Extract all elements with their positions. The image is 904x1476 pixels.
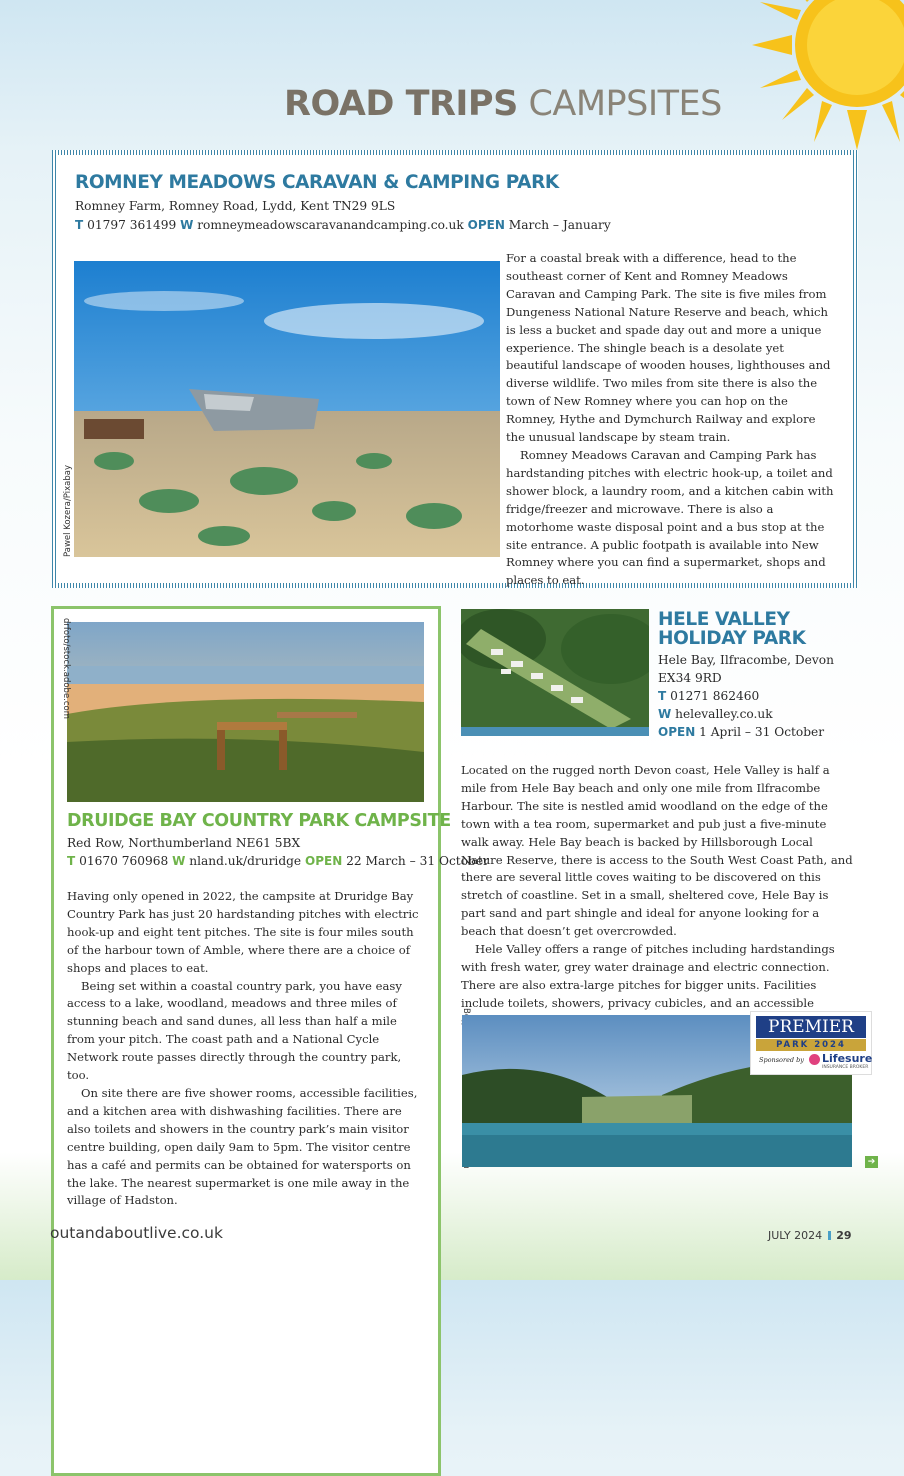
romney-paragraph: For a coastal break with a difference, head to the southeast corner of Kent and Romney Meadows Caravan and Camping Park. The site is five miles from Dungeness National Nature Reserve and beach, which is less a bucket and spade day out and more a unique experience. The shingle beach is a desolate yet beautiful landscape of wooden houses, lighthouses and diverse wildlife. Two miles from site there is also the town of New Romney where you can hop on the Romney, Hythe and Dymchurch Railway and explore the unusual landscape by steam train.	[506, 251, 831, 445]
romney-photo-credit: Pawel Kozera/Pixabay	[63, 465, 73, 557]
footer-site[interactable]: outandaboutlive.co.uk	[50, 1224, 223, 1242]
romney-phone: 01797 361499	[87, 218, 177, 232]
druridge-contact: T 01670 760968 W nland.uk/druridge OPEN 22 March – 31 October	[67, 854, 489, 868]
druridge-paragraph: On site there are five shower rooms, accessible facilities, and a kitchen area with dishwashing facilities. There are also toilets and showers in the country park’s main visitor centre building, open daily 9am to 5pm. The visitor centre has a café and permits can be obtained for watersports on the lake. The nearest supermarket is one mile away in the village of Hadston.	[67, 1085, 418, 1208]
hele-body	[461, 762, 853, 1031]
premier-park-badge	[750, 1011, 872, 1075]
romney-title: ROMNEY MEADOWS CARAVAN & CAMPING PARK	[75, 172, 559, 193]
druridge-address: Red Row, Northumberland NE61 5BX	[67, 836, 301, 850]
lifesure-logo-icon	[809, 1054, 820, 1065]
romney-address: Romney Farm, Romney Road, Lydd, Kent TN29 9LS	[75, 199, 396, 213]
title-light: CAMPSITES	[528, 84, 722, 124]
continue-arrow-icon: ➔	[865, 1156, 878, 1168]
druridge-paragraph: Being set within a coastal country park, you have easy access to a lake, woodland, meadows and three miles of stunning beach and sand dunes, all less than half a mile from your pitch. The coast path and a National Cycle Network route passes directly through the country park, too.	[67, 978, 402, 1083]
romney-photo	[74, 261, 500, 557]
hele-photo	[461, 609, 649, 736]
hele-open: 1 April – 31 October	[699, 725, 825, 739]
druridge-content	[51, 606, 489, 1470]
hele-paragraph: Located on the rugged north Devon coast, Hele Valley is half a mile from Hele Bay beach and only one mile from Ilfracombe Harbour. The site is nestled amid woodland on the edge of the town with a tea room, supermarket and pub just a five-minute walk away. Hele Bay beach is backed by Hillsborough Local Nature Reserve, there is access to the South West Coast Path, and there are several little coves waiting to be discovered on this stretch of coastline. Set in a small, sheltered cove, Hele Bay is part sand and part shingle and ideal for anyone looking for a beach that doesn’t get overcrowded.	[461, 763, 853, 939]
druridge-open: 22 March – 31 October	[346, 854, 489, 868]
druridge-paragraph: Having only opened in 2022, the campsite at Druridge Bay Country Park has just 20 hardstanding pitches with electric hook-up and eight tent pitches. The site is four miles south of the harbour town of Amble, where there are a choice of shops and places to eat.	[67, 889, 419, 975]
romney-body	[506, 250, 838, 590]
romney-contact: T 01797 361499 W romneymeadowscaravanandcamping.co.uk OPEN March – January	[75, 218, 611, 232]
badge-title: PREMIER	[756, 1016, 866, 1038]
hele-phone: 01271 862460	[670, 689, 760, 703]
hele-title: HELE VALLEY HOLIDAY PARK	[658, 609, 806, 649]
romney-open: March – January	[508, 218, 611, 232]
druridge-body	[67, 888, 425, 1210]
badge-subtitle: PARK 2024	[756, 1039, 866, 1051]
romney-website[interactable]: romneymeadowscaravanandcamping.co.uk	[197, 218, 464, 232]
hele-address: Hele Bay, Ilfracombe, Devon	[658, 653, 834, 667]
title-bold: ROAD TRIPS	[284, 84, 518, 124]
romney-box	[52, 150, 858, 588]
hele-website[interactable]: helevalley.co.uk	[675, 707, 773, 721]
hele-paragraph: Hele Valley offers a range of pitches including hardstandings with fresh water, grey water drainage and electric connection. There are also extra-large pitches for bigger units. Facilities include toilets, showers, privacy cubicles, and an accessible	[461, 942, 835, 1010]
druridge-title: DRUIDGE BAY COUNTRY PARK CAMPSITE	[67, 811, 451, 831]
druridge-photo	[67, 622, 424, 802]
badge-brand-sub: INSURANCE BROKER	[822, 1065, 869, 1070]
hele-postcode: EX34 9RD	[658, 671, 722, 685]
badge-sponsored: Sponsored by	[759, 1056, 804, 1064]
hele-details: Hele Bay, Ilfracombe, Devon EX34 9RD T 01271 862460 W helevalley.co.uk OPEN 1 April – 31 October	[658, 653, 834, 739]
page-number: 29	[836, 1229, 852, 1242]
romney-paragraph: Romney Meadows Caravan and Camping Park has hardstanding pitches with electric hook-up, a toilet and shower block, a laundry room, and a kitchen cabin with fridge/freezer and microwave. There is also a motorhome waste disposal point and a bus stop at the site entrance. A public footpath is available into New Romney where you can find a supermarket, shops and places to eat.	[506, 447, 834, 588]
footer-divider	[828, 1231, 831, 1240]
badge-brand: Lifesure	[822, 1052, 873, 1065]
druridge-photo-credit: drfoto/stock.adobe.com	[61, 618, 71, 720]
sun-illustration	[752, 0, 904, 150]
footer-issue: JULY 2024 29	[768, 1229, 852, 1242]
page-title	[284, 84, 722, 124]
druridge-website[interactable]: nland.uk/druridge	[189, 854, 302, 868]
druridge-phone: 01670 760968	[79, 854, 169, 868]
